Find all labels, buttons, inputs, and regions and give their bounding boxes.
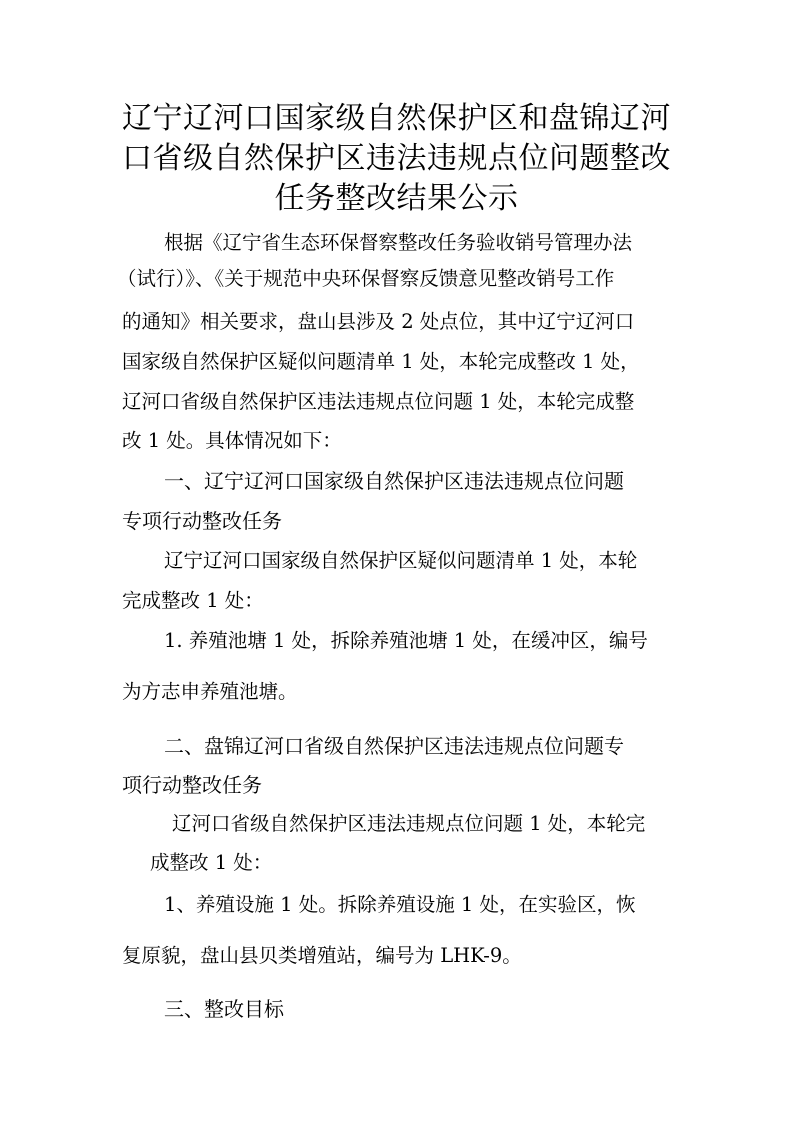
intro-line-2: （试行）》、《关于规范中央环保督察反馈意见整改销号工作 [117, 267, 615, 290]
document-title-line-1: 辽宁辽河口国家级自然保护区和盘锦辽河 [122, 101, 671, 136]
section2-heading-line-2: 项行动整改任务 [122, 773, 262, 797]
section1-heading-line-2: 专项行动整改任务 [122, 509, 282, 533]
document-title-line-2: 口省级自然保护区违法违规点位问题整改 [122, 141, 671, 176]
section3-heading: 三、整改目标 [164, 997, 284, 1021]
intro-line-6: 改 1 处。具体情况如下： [122, 429, 342, 452]
intro-line-4: 国家级自然保护区疑似问题清单 1 处，本轮完成整改 1 处， [122, 350, 640, 373]
section2-item-line-2: 复原貌，盘山县贝类增殖站，编号为 LHK-9。 [122, 944, 522, 967]
intro-line-5: 辽河口省级自然保护区违法违规点位问题 1 处，本轮完成整 [122, 390, 635, 413]
section2-summary-line-2: 成整改 1 处： [150, 851, 273, 874]
section2-item-line-1: 1、养殖设施 1 处。拆除养殖设施 1 处，在实验区，恢 [164, 893, 636, 916]
section1-heading-line-1: 一、辽宁辽河口国家级自然保护区违法违规点位问题 [164, 469, 624, 493]
section1-item-line-2: 为方志申养殖池塘。 [122, 680, 298, 703]
section1-item-line-1: 1. 养殖池塘 1 处，拆除养殖池塘 1 处，在缓冲区，编号 [164, 629, 648, 652]
section1-summary-line-2: 完成整改 1 处： [122, 589, 264, 612]
section1-summary-line-1: 辽宁辽河口国家级自然保护区疑似问题清单 1 处，本轮 [164, 549, 638, 572]
section2-heading-line-1: 二、盘锦辽河口省级自然保护区违法违规点位问题专 [164, 734, 624, 758]
intro-line-3: 的通知》相关要求，盘山县涉及 2 处点位，其中辽宁辽河口 [122, 310, 635, 333]
document-title-line-3: 任务整改结果公示 [274, 181, 519, 216]
intro-line-1: 根据《辽宁省生态环保督察整改任务验收销号管理办法 [164, 231, 633, 254]
section2-summary-line-1: 辽河口省级自然保护区违法违规点位问题 1 处，本轮完 [172, 812, 646, 835]
